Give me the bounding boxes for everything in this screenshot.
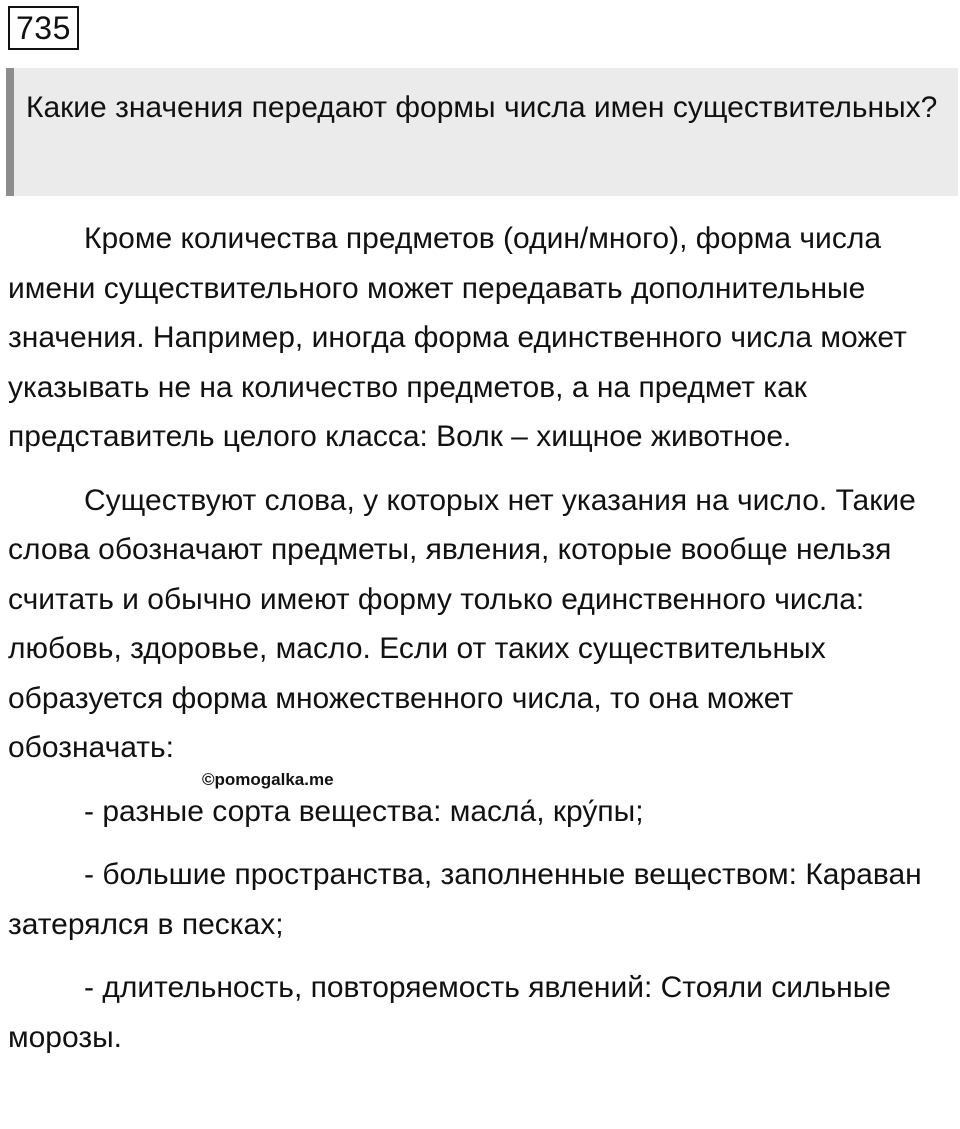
answer-paragraph: Кроме количества предметов (один/много), форма числа имени существительного может передавать дополнительные значения. Например, иногда форма единственного числа может указывать не на количество предметов, а на предмет как представитель целого класса: Волк – хищное животное.	[8, 222, 907, 453]
list-item: - разные сорта вещества: масла́, кру́пы;	[84, 794, 644, 828]
list-item: - длительность, повторяемость явлений: Стояли сильные морозы.	[8, 971, 891, 1054]
question-text: Какие значения передают формы числа имен существительных?	[26, 91, 938, 124]
question-box	[6, 68, 958, 196]
task-number: 735	[8, 6, 79, 50]
watermark: ©pomogalka.me	[202, 770, 334, 789]
list-item: - большие пространства, заполненные веществом: Караван затерялся в песках;	[8, 858, 922, 941]
answer-paragraph: Существуют слова, у которых нет указания на число. Такие слова обозначают предметы, явления, которые вообще нельзя считать и обычно имеют форму только единственного числа: любовь, здоровье, масло. Если от таких существительных образуется форма множественного числа, то она может обозначать:	[8, 483, 916, 764]
answer-content	[8, 214, 952, 1062]
